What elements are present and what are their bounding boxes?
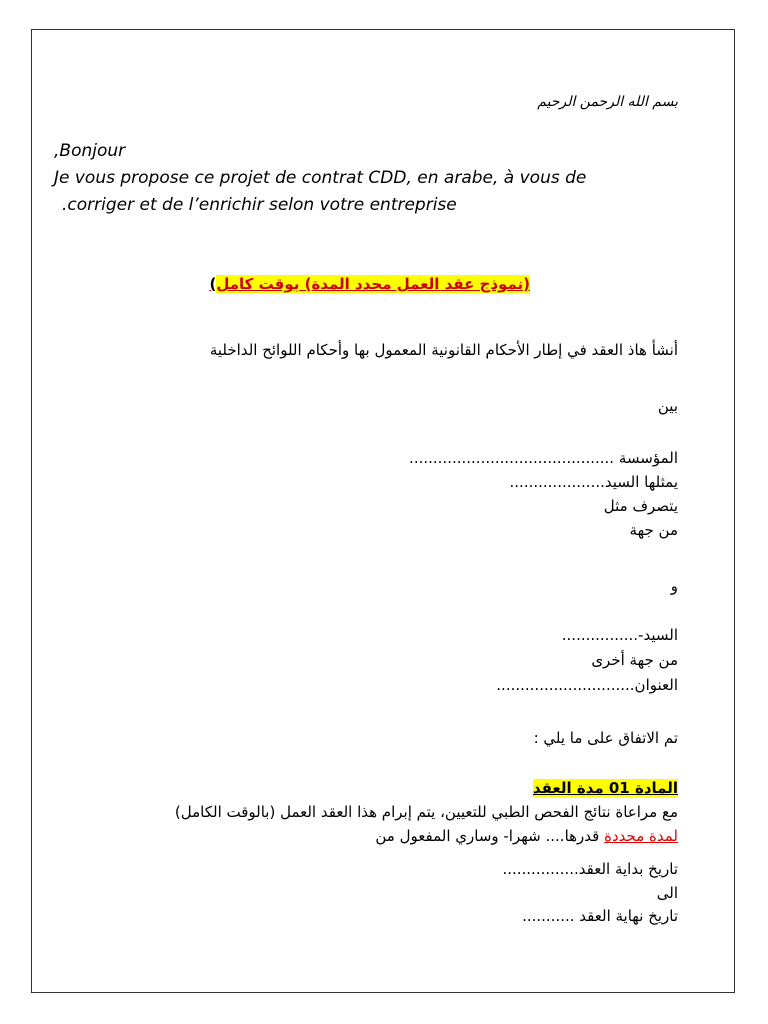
between-label: بين bbox=[657, 397, 678, 415]
address-line: العنوان............................. bbox=[496, 676, 678, 694]
first-party-side: من جهة bbox=[629, 521, 678, 539]
article-1-line-2-rest: قدرها.... شهرا- وساري المفعول من bbox=[375, 827, 605, 845]
end-date-line: تاريخ نهاية العقد ........... bbox=[522, 907, 678, 925]
institution-line: المؤسسة ........................................... bbox=[409, 449, 678, 467]
article-1-heading bbox=[533, 781, 678, 796]
article-1-heading-text: المادة 01 مدة العقد bbox=[532, 779, 678, 797]
second-party-side: من جهة أخرى bbox=[591, 651, 678, 669]
start-date-line: تاريخ بداية العقد................ bbox=[502, 860, 678, 878]
preamble: أنشأ هاذ العقد في إطار الأحكام القانونية المعمول بها وأحكام اللوائح الداخلية bbox=[209, 341, 678, 359]
intro-line-3: .corriger et de l’enrichir selon votre entreprise bbox=[62, 195, 457, 215]
represented-by-line: يمثلها السيد.................... bbox=[509, 473, 678, 491]
acting-as-line: يتصرف مثل bbox=[603, 497, 678, 515]
contract-title-tail: ) bbox=[209, 275, 217, 293]
agreement-line: تم الاتفاق على ما يلي : bbox=[533, 729, 678, 747]
and-label: و bbox=[670, 577, 678, 595]
article-1-line-1: مع مراعاة نتائج الفحص الطبي للتعيين، يتم إبرام هذا العقد العمل (بالوقت الكامل) bbox=[174, 803, 678, 821]
mister-line: السيد-................ bbox=[561, 626, 678, 644]
basmala: بسم الله الرحمن الرحيم bbox=[537, 94, 678, 110]
to-label: الى bbox=[656, 884, 678, 902]
intro-greeting: ,Bonjour bbox=[54, 141, 126, 161]
contract-title bbox=[210, 277, 530, 292]
article-1-line-2 bbox=[375, 829, 678, 844]
fixed-duration-text: لمدة محددة bbox=[604, 827, 678, 845]
intro-line-2: Je vous propose ce projet de contrat CDD, en arabe, à vous de bbox=[54, 168, 587, 188]
contract-title-text: (نموذج عقد العمل محدد المدة) بوقت كامل bbox=[216, 275, 530, 293]
